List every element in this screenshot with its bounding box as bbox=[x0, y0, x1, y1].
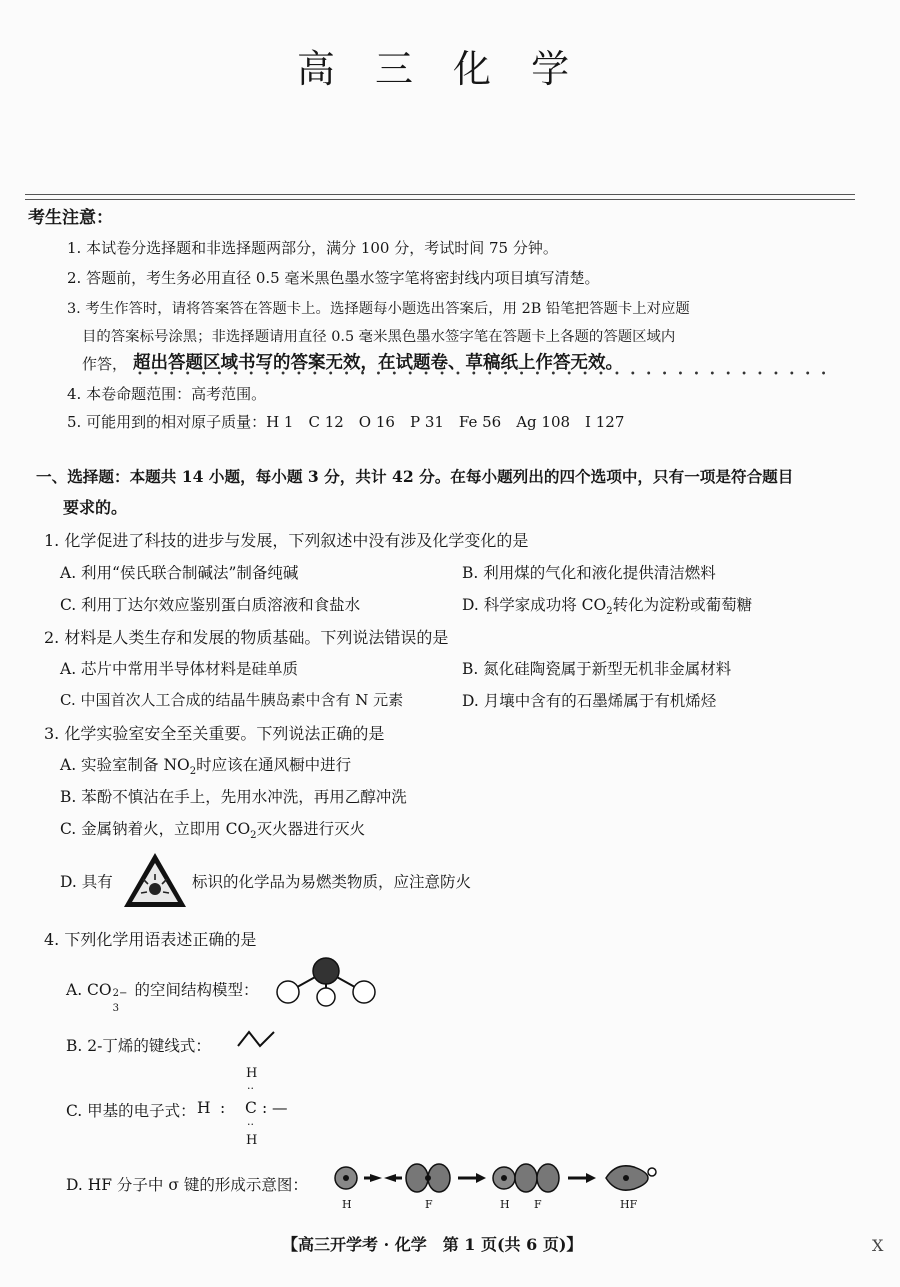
question-2-stem: 2. 材料是人类生存和发展的物质基础。下列说法错误的是 bbox=[44, 628, 449, 647]
q3a-sub: 2 bbox=[189, 766, 197, 778]
corner-mark: X bbox=[872, 1236, 884, 1255]
question-1-option-d bbox=[462, 593, 752, 617]
question-1-option-a: A. 利用“侯氏联合制碱法”制备纯碱 bbox=[60, 564, 299, 582]
label-f-2: F bbox=[534, 1198, 542, 1211]
unpaired-bond: — bbox=[272, 1099, 288, 1117]
explosive-warning-icon bbox=[122, 850, 188, 910]
q4a-pre: A. CO bbox=[66, 981, 112, 999]
colon-left: : bbox=[220, 1099, 226, 1117]
emphasis-dots: •••••••••••••••••••••••••••••••••••••••••••• bbox=[137, 369, 837, 380]
butene-skeletal-formula bbox=[236, 1028, 280, 1050]
question-2-option-a: A. 芯片中常用半导体材料是硅单质 bbox=[60, 660, 299, 678]
question-4-option-d: D. HF 分子中 σ 键的形成示意图： bbox=[66, 1176, 308, 1194]
section-heading: 一、选择题：本题共 14 小题，每小题 3 分，共计 42 分。在每小题列出的四个选项中，只有一项是符合题目 bbox=[36, 467, 794, 486]
carbonate-ball-model bbox=[270, 955, 380, 1005]
question-3-option-c bbox=[60, 817, 365, 841]
question-4-option-b: B. 2-丁烯的键线式： bbox=[66, 1037, 211, 1055]
notice-item-5: 5. 可能用到的相对原子质量：H 1 C 12 O 16 P 31 Fe 56 Ag 108 I 127 bbox=[67, 413, 625, 431]
question-3-stem: 3. 化学实验室安全至关重要。下列说法正确的是 bbox=[44, 724, 385, 743]
q1d-post: 转化为淀粉或葡萄糖 bbox=[612, 596, 753, 614]
notice-item-3: 3. 考生作答时，请将答案答在答题卡上。选择题每小题选出答案后，用 2B 铅笔把答题卡上对应题 bbox=[67, 301, 690, 317]
methyl-h-bottom: H bbox=[246, 1133, 258, 1148]
q4a-post: 的空间结构模型： bbox=[129, 981, 259, 999]
label-h-2: H bbox=[500, 1198, 510, 1211]
question-3-option-d-post: 标识的化学品为易燃类物质，应注意防火 bbox=[192, 873, 472, 891]
divider-line bbox=[25, 194, 855, 195]
question-4-stem: 4. 下列化学用语表述正确的是 bbox=[44, 930, 257, 949]
q1d-pre: D. 科学家成功将 CO bbox=[462, 596, 607, 614]
page-title: 高 三 化 学 bbox=[296, 47, 584, 91]
electron-pair-top: ·· bbox=[247, 1082, 254, 1095]
page-footer: 【高三开学考 · 化学 第 1 页(共 6 页)】 bbox=[282, 1235, 583, 1254]
notice-emphasis: 超出答题区域书写的答案无效，在试题卷、草稿纸上作答无效。 bbox=[133, 353, 623, 373]
notice-item-3-cont2: 作答， bbox=[82, 355, 128, 373]
q4a-sup: 2− bbox=[112, 988, 128, 999]
q3c-pre: C. 金属钠着火，立即用 CO bbox=[60, 820, 251, 838]
notice-heading: 考生注意： bbox=[28, 208, 113, 228]
methyl-h-left: H bbox=[197, 1099, 211, 1117]
question-3-option-a bbox=[60, 753, 351, 777]
question-2-option-b: B. 氮化硅陶瓷属于新型无机非金属材料 bbox=[462, 660, 732, 678]
q3a-post: 时应该在通风橱中进行 bbox=[196, 756, 352, 774]
divider-line-thin bbox=[25, 199, 855, 200]
question-4-option-c: C. 甲基的电子式： bbox=[66, 1102, 196, 1120]
section-heading-cont: 要求的。 bbox=[63, 498, 128, 517]
question-1-option-c: C. 利用丁达尔效应鉴别蛋白质溶液和食盐水 bbox=[60, 596, 361, 614]
methyl-h-top: H bbox=[246, 1066, 258, 1081]
q3c-sub: 2 bbox=[250, 830, 257, 842]
notice-item-3-cont: 目的答案标号涂黑；非选择题请用直径 0.5 毫米黑色墨水签字笔在答题卡上各题的答题区域内 bbox=[82, 329, 676, 345]
q3a-pre: A. 实验室制备 NO bbox=[60, 756, 190, 774]
methyl-carbon: C bbox=[245, 1099, 257, 1117]
q3c-post: 灭火器进行灭火 bbox=[256, 820, 366, 838]
question-2-option-d: D. 月壤中含有的石墨烯属于有机烯烃 bbox=[462, 692, 717, 710]
notice-item-1: 1. 本试卷分选择题和非选择题两部分，满分 100 分，考试时间 75 分钟。 bbox=[67, 239, 558, 257]
question-4-option-a bbox=[66, 978, 259, 1014]
q4a-sub: 3 bbox=[112, 1003, 120, 1014]
question-1-stem: 1. 化学促进了科技的进步与发展，下列叙述中没有涉及化学变化的是 bbox=[44, 531, 529, 550]
label-hf: HF bbox=[620, 1198, 638, 1211]
question-1-option-b: B. 利用煤的气化和液化提供清洁燃料 bbox=[462, 564, 716, 582]
q1d-sub: 2 bbox=[606, 606, 613, 618]
electron-pair-bottom: ·· bbox=[247, 1118, 254, 1131]
question-3-option-d-pre: D. 具有 bbox=[60, 873, 113, 891]
label-h-1: H bbox=[342, 1198, 352, 1211]
colon-right: : bbox=[262, 1099, 268, 1117]
label-f-1: F bbox=[425, 1198, 433, 1211]
notice-item-4: 4. 本卷命题范围：高考范围。 bbox=[67, 385, 267, 403]
sigma-bond-diagram bbox=[330, 1158, 660, 1198]
question-3-option-b: B. 苯酚不慎沾在手上，先用水冲洗，再用乙醇冲洗 bbox=[60, 788, 407, 806]
question-2-option-c: C. 中国首次人工合成的结晶牛胰岛素中含有 N 元素 bbox=[60, 691, 404, 709]
notice-item-2: 2. 答题前，考生务必用直径 0.5 毫米黑色墨水签字笔将密封线内项目填写清楚。 bbox=[67, 269, 600, 287]
